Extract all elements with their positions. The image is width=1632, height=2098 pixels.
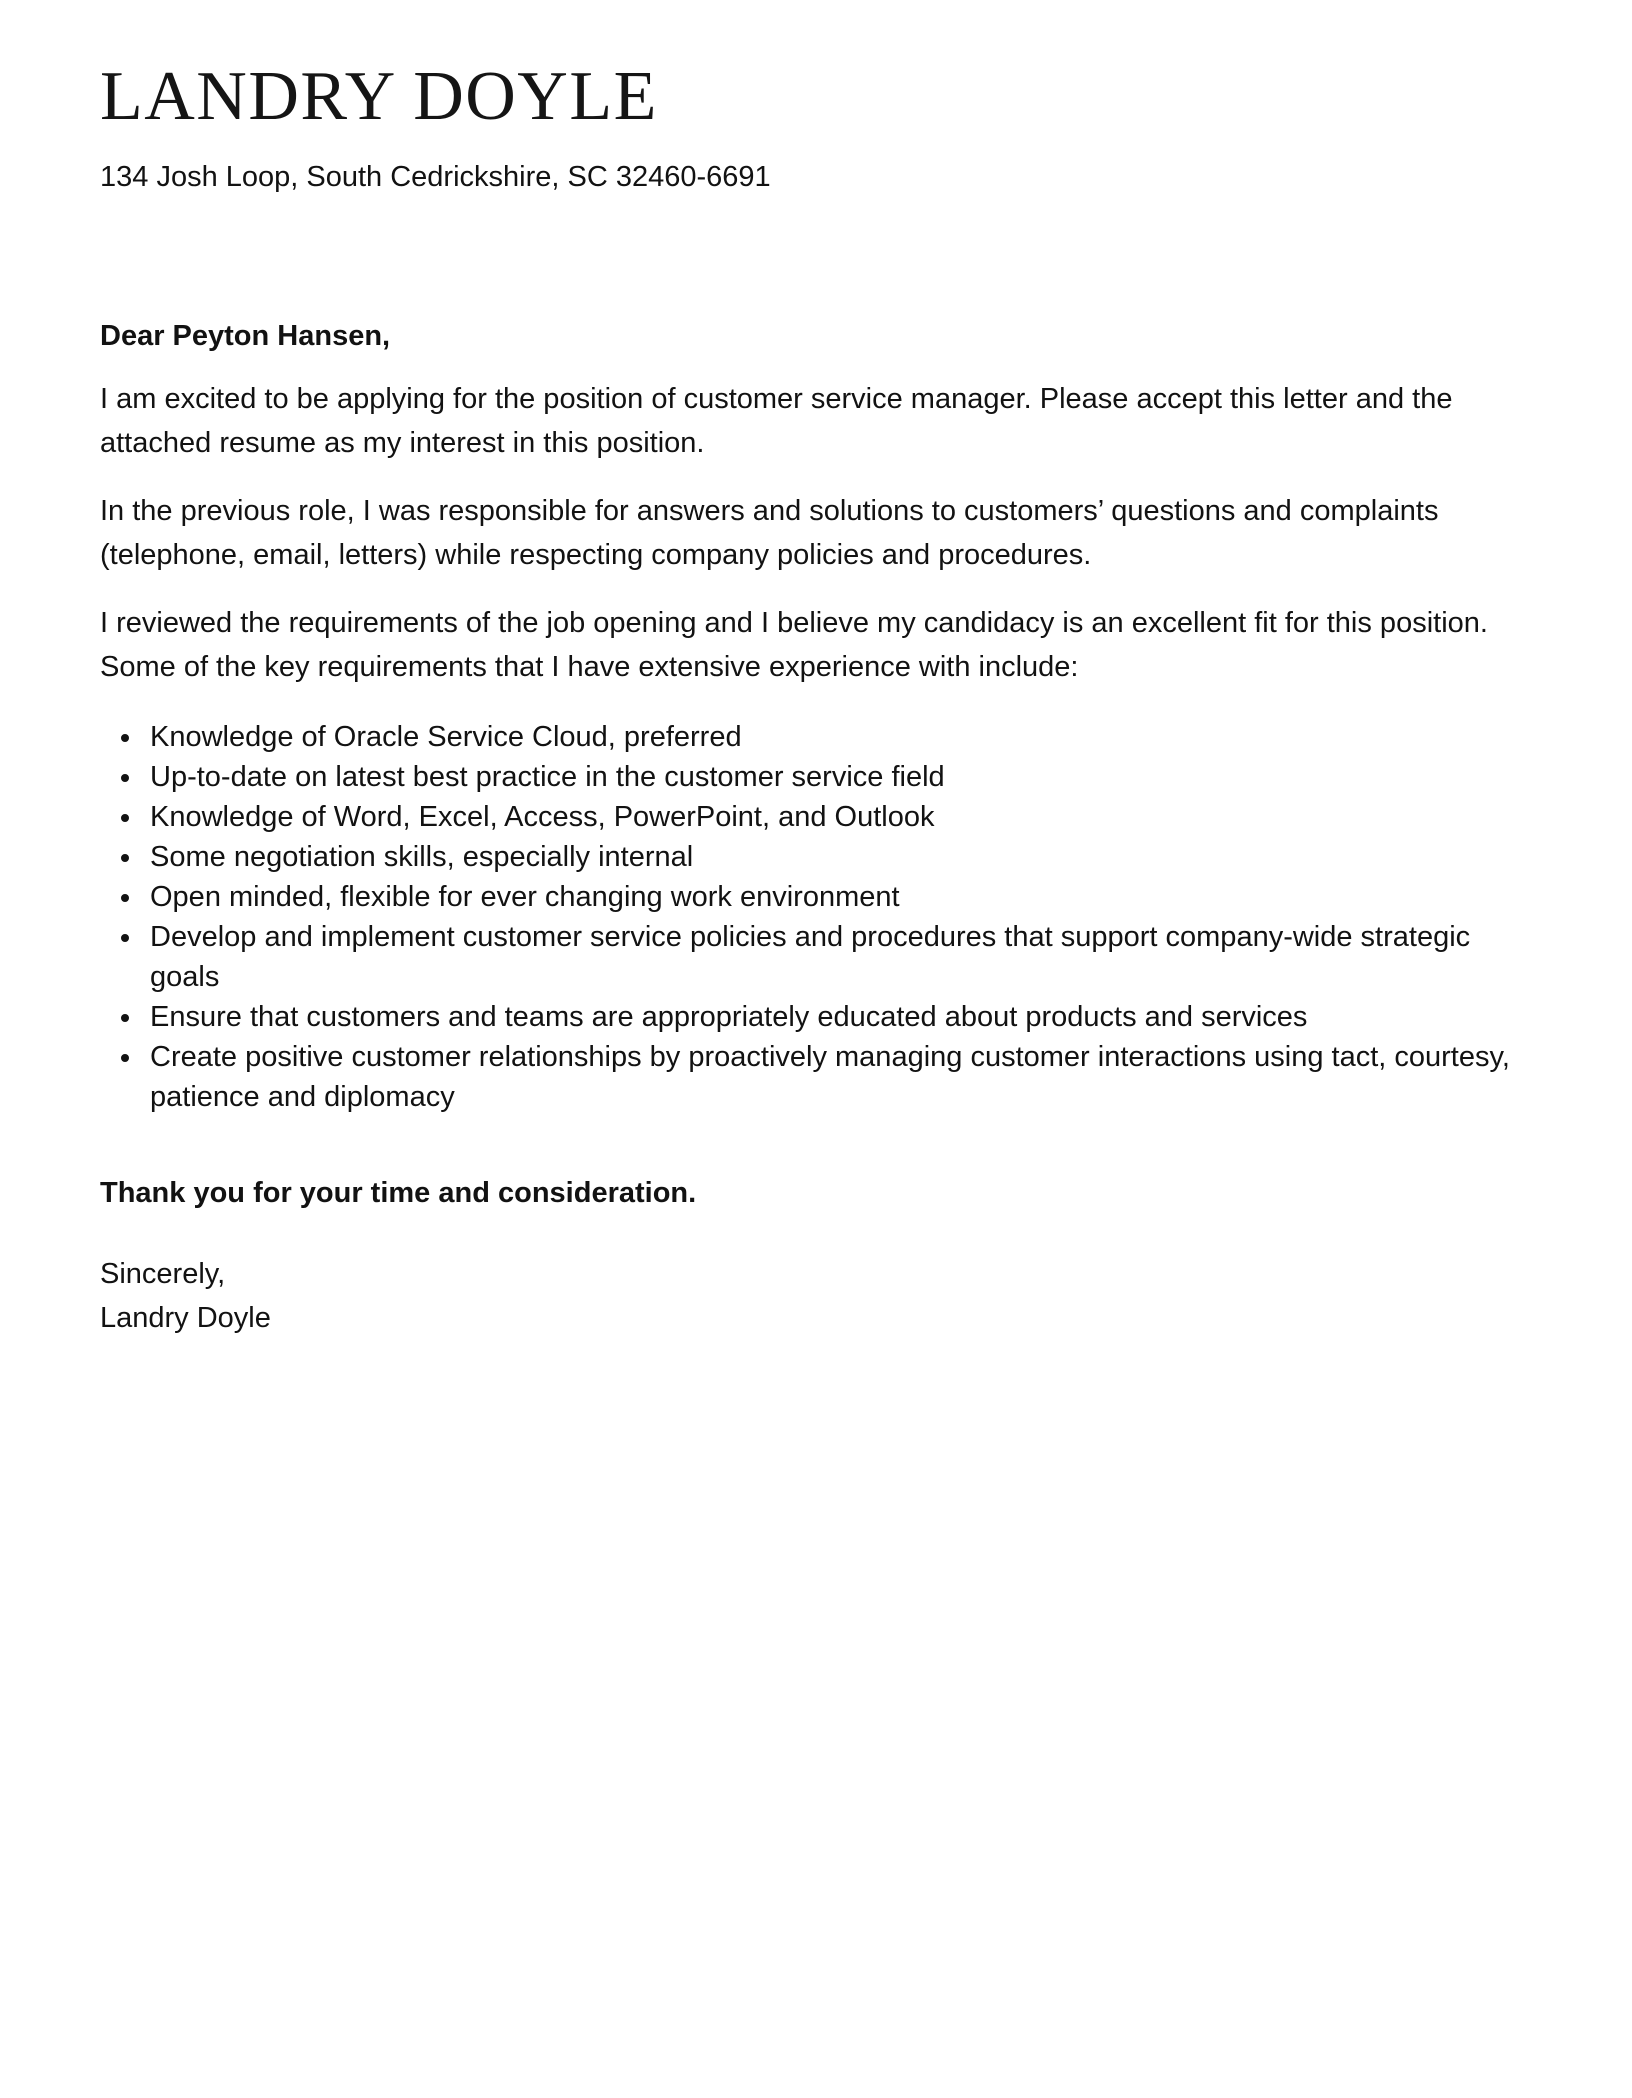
greeting-line: Dear Peyton Hansen,	[100, 319, 391, 352]
list-item: • Knowledge of Word, Excel, Access, PowerPoint, and Outlook	[144, 797, 1532, 837]
list-item: • Up-to-date on latest best practice in the customer service field	[144, 757, 1532, 797]
list-item: • Ensure that customers and teams are appropriately educated about products and services	[144, 997, 1532, 1037]
list-item: • Open minded, flexible for ever changing work environment	[144, 877, 1532, 917]
list-item: • Create positive customer relationships by proactively managing customer interactions using tact, courtesy, patience and diplomacy	[144, 1037, 1532, 1117]
list-item: • Develop and implement customer service policies and procedures that support company-wide strategic goals	[144, 917, 1532, 997]
signoff-block	[100, 1252, 1532, 1340]
previous-role-paragraph: In the previous role, I was responsible for answers and solutions to customers’ questions and complaints (telephone, email, letters) while respecting company policies and procedures.	[100, 494, 1439, 571]
signature-name: Landry Doyle	[100, 1301, 271, 1334]
sender-name-heading: LANDRY DOYLE	[100, 58, 658, 135]
list-item: • Knowledge of Oracle Service Cloud, preferred	[144, 717, 1532, 757]
intro-paragraph: I am excited to be applying for the position of customer service manager. Please accept this letter and the attached resume as my interest in this position.	[100, 382, 1453, 459]
closing-thanks-line: Thank you for your time and consideration.	[100, 1176, 697, 1209]
signoff-line: Sincerely,	[100, 1257, 226, 1290]
requirements-list	[100, 717, 1532, 1117]
sender-address: 134 Josh Loop, South Cedrickshire, SC 32460-6691	[100, 161, 771, 193]
list-item: • Some negotiation skills, especially internal	[144, 837, 1532, 877]
requirements-intro-paragraph: I reviewed the requirements of the job opening and I believe my candidacy is an excellent fit for this position. Some of the key requirements that I have extensive experience with include:	[100, 606, 1488, 683]
